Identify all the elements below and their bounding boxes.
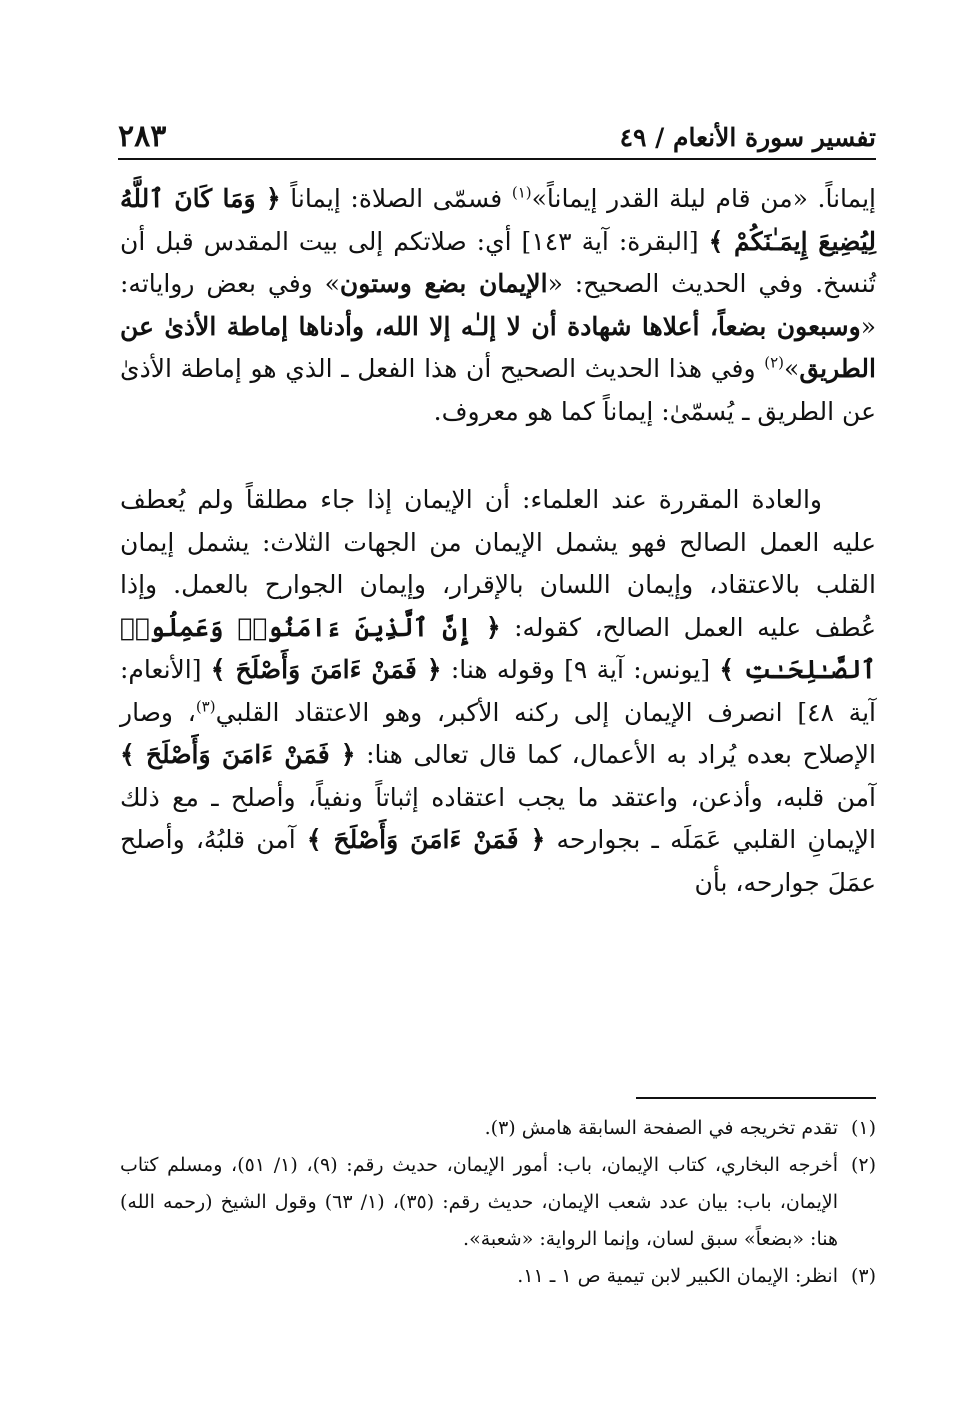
text-run: إيماناً. «من قام ليلة القدر إيماناً»	[531, 184, 876, 213]
footnote-number: (١)	[850, 1117, 876, 1139]
quran-verse: ﴿ وَمَا كَانَ ٱللَّهُ لِيُضِيعَ إِيمَـٰنَكُمْ ﴾	[120, 184, 876, 256]
footnote	[120, 1258, 876, 1295]
footnotes	[120, 1110, 876, 1295]
text-run: » وفي بعض رواياته: «	[120, 269, 876, 341]
footnote-ref: (١)	[511, 183, 532, 202]
quran-verse: ﴿ فَمَنْ ءَامَنَ وَأَصْلَحَ ﴾	[120, 740, 356, 769]
running-title: تفسير سورة الأنعام / ٤٩	[619, 123, 876, 152]
text-run: [يونس: آية ٩] وقوله هنا:	[441, 655, 720, 684]
footnote-ref: (٢)	[764, 353, 785, 372]
text-run: آمن قلبُهُ، وأصلح عمَلَ جوارحه، بأن	[120, 825, 876, 897]
hadith-text: وسبعون بضعاً، أعلاها شهادة أن لا إلـٰه إلا الله، وأدناها إماطة الأذىٰ عن الطريق	[120, 311, 876, 383]
text-run: فسمّى الصلاة: إيماناً	[280, 184, 512, 213]
footnote-text: أخرجه البخاري، كتاب الإيمان، باب: أمور الإيمان، حديث رقم: (٩)، (١/ ٥١)، ومسلم كتاب الإيمان، باب: بيان عدد شعب الإيمان، حديث رقم: (٣٥)، (١/ ٦٣) وقول الشيخ (رحمه الله) هنا: «بضعاً» سبق لسان، وإنما الرواية: «شعبة».	[120, 1154, 838, 1250]
paragraph	[120, 479, 876, 904]
footnote-text: تقدم تخريجه في الصفحة السابقة هامش (٣).	[484, 1117, 838, 1139]
text-run: »	[784, 354, 800, 383]
footnote-text: انظر: الإيمان الكبير لابن تيمية ص ١ ـ ١١.	[517, 1265, 838, 1287]
page-header	[118, 112, 876, 160]
footnote	[120, 1147, 876, 1258]
footnote	[120, 1110, 876, 1147]
paragraph	[120, 178, 876, 433]
footnote-ref: (٣)	[195, 697, 216, 716]
text-run: آمن قلبه، وأذعن، واعتقد ما يجب اعتقاده إثباتاً ونفياً، وأصلح ـ مع ذلك الإيمانِ القلبي عَمَلَه ـ بجوارحه	[120, 782, 876, 854]
quran-verse: ﴿ فَمَنْ ءَامَنَ وَأَصْلَحَ ﴾	[306, 825, 546, 854]
page-number: ٢٨٣	[118, 119, 167, 154]
footnote-number: (٣)	[850, 1265, 876, 1287]
text-run: ، وصار الإصلاح بعده يُراد به الأعمال، كما قال تعالى هنا:	[120, 697, 876, 769]
quran-verse: ﴿ إِنَّ ٱلَّذِينَ ءَامَنُوا۟ وَعَمِلُوا۟ ٱلصَّـٰلِحَـٰتِ ﴾	[120, 612, 876, 684]
footnote-number: (٢)	[850, 1154, 876, 1176]
text-run: والعادة المقررة عند العلماء: أن الإيمان إذا جاء مطلقاً ولم يُعطف عليه العمل الصالح فهو يشمل الإيمان من الجهات الثلاث: يشمل إيمان القلب بالاعتقاد، وإيمان اللسان بالإقرار، وإيمان الجوارح بالعمل. وإذا عُطف عليه العمل الصالح، كقوله:	[120, 485, 876, 642]
body-text	[120, 178, 876, 904]
footnote-divider	[636, 1097, 876, 1099]
hadith-text: الإيمان بضع وستون	[339, 269, 548, 298]
quran-verse: ﴿ فَمَنْ ءَامَنَ وَأَصْلَحَ ﴾	[210, 655, 442, 684]
text-run: [الأنعام: آية ٤٨] انصرف الإيمان إلى ركنه الأكبر، وهو الاعتقاد القلبي	[120, 655, 876, 727]
text-run: وفي هذا الحديث الصحيح أن هذا الفعل ـ الذي هو إماطة الأذىٰ عن الطريق ـ يُسمّىٰ: إيماناً كما هو معروف.	[120, 354, 876, 426]
text-run: [البقرة: آية ١٤٣] أي: صلاتكم إلى بيت المقدس قبل أن تُنسخ. وفي الحديث الصحيح: «	[120, 226, 877, 298]
